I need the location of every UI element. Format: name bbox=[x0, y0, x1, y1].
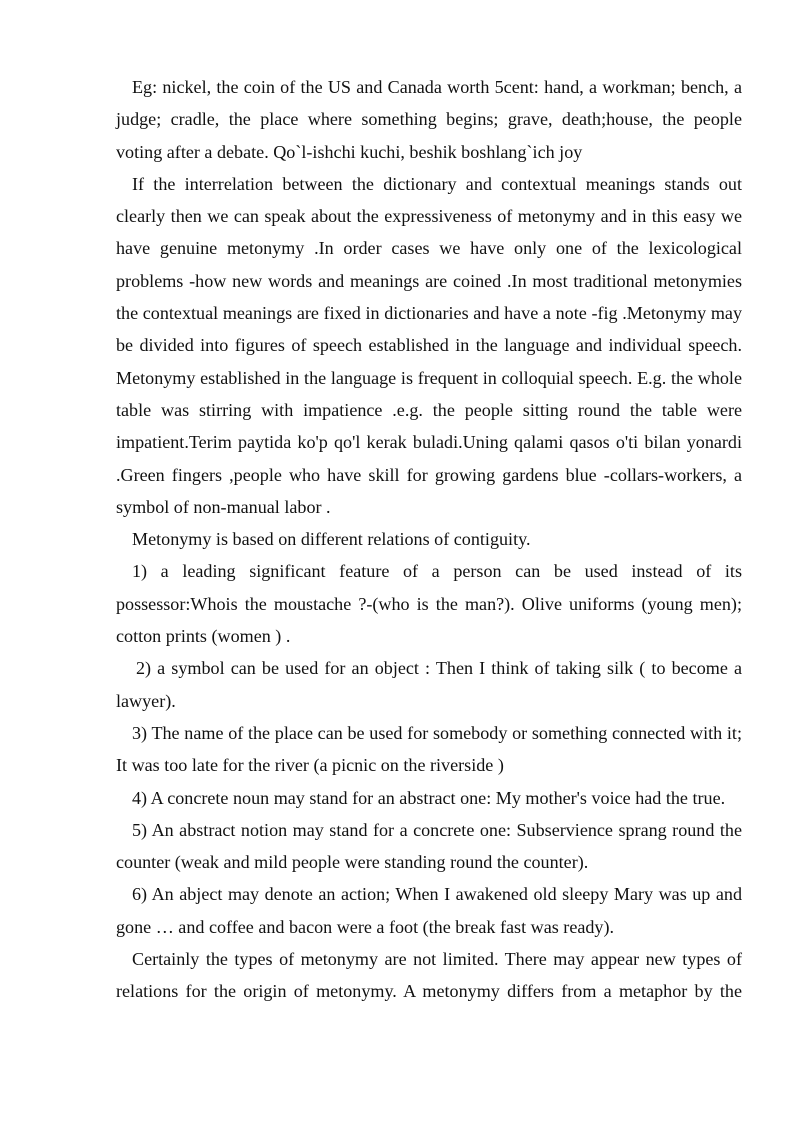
paragraph-type-1: 1) a leading significant feature of a person can be used instead of its possessor:Whois the moustache ?-(who is the man?). Olive uniforms (young men); cotton prints (women ) . bbox=[116, 561, 742, 647]
paragraph-type-2: 2) a symbol can be used for an object : Then I think of taking silk ( to become a lawyer). bbox=[116, 658, 742, 711]
paragraph-conclusion: Certainly the types of metonymy are not limited. There may appear new types of relations for the origin of metonymy. A metonymy differs from a metaphor by the bbox=[116, 949, 742, 1002]
paragraph-type-3: 3) The name of the place can be used for somebody or something connected with it; It was too late for the river (a picnic on the riverside ) bbox=[116, 722, 742, 776]
paragraph-interrelation: If the interrelation between the dictionary and contextual meanings stands out clearly then we can speak about the expressiveness of metonymy and in this easy we have genuine metonymy .In order cases we have only one of the lexicological problems -how new words and meanings are coined .In most traditional metonymies the contextual meanings are fixed in dictionaries and have a note -fig .Metonymy may be divided into figures of speech established in the language and individual speech. Metonymy established in the language is frequent in colloquial speech. E.g. the whole table was stirring with impatience .e.g. the people sitting round the table were impatient.Terim paytida ko'p qo'l kerak buladi.Uning qalami qasos o'ti bilan yonardi .Green fingers ,people who have skill for growing gardens blue -collars-workers, a symbol of non-manual labor . bbox=[116, 173, 742, 517]
paragraph-examples: Eg: nickel, the coin of the US and Canada worth 5cent: hand, a workman; bench, a judge; cradle, the place where something begins; grave, death;house, the people voting after a debate. Qo`l-ishchi kuchi, beshik boshlang`ich joy bbox=[116, 77, 742, 162]
paragraph-contiguity-intro: Metonymy is based on different relations of contiguity. bbox=[132, 529, 531, 550]
paragraph-type-6: 6) An abject may denote an action; When I awakened old sleepy Mary was up and gone … and coffee and bacon were a foot (the break fast was ready). bbox=[116, 884, 742, 937]
paragraph-type-5: 5) An abstract notion may stand for a concrete one: Subservience sprang round the counter (weak and mild people were standing round the counter). bbox=[116, 819, 742, 873]
document-page bbox=[116, 71, 742, 1008]
paragraph-type-4: 4) A concrete noun may stand for an abstract one: My mother's voice had the true. bbox=[132, 787, 726, 808]
